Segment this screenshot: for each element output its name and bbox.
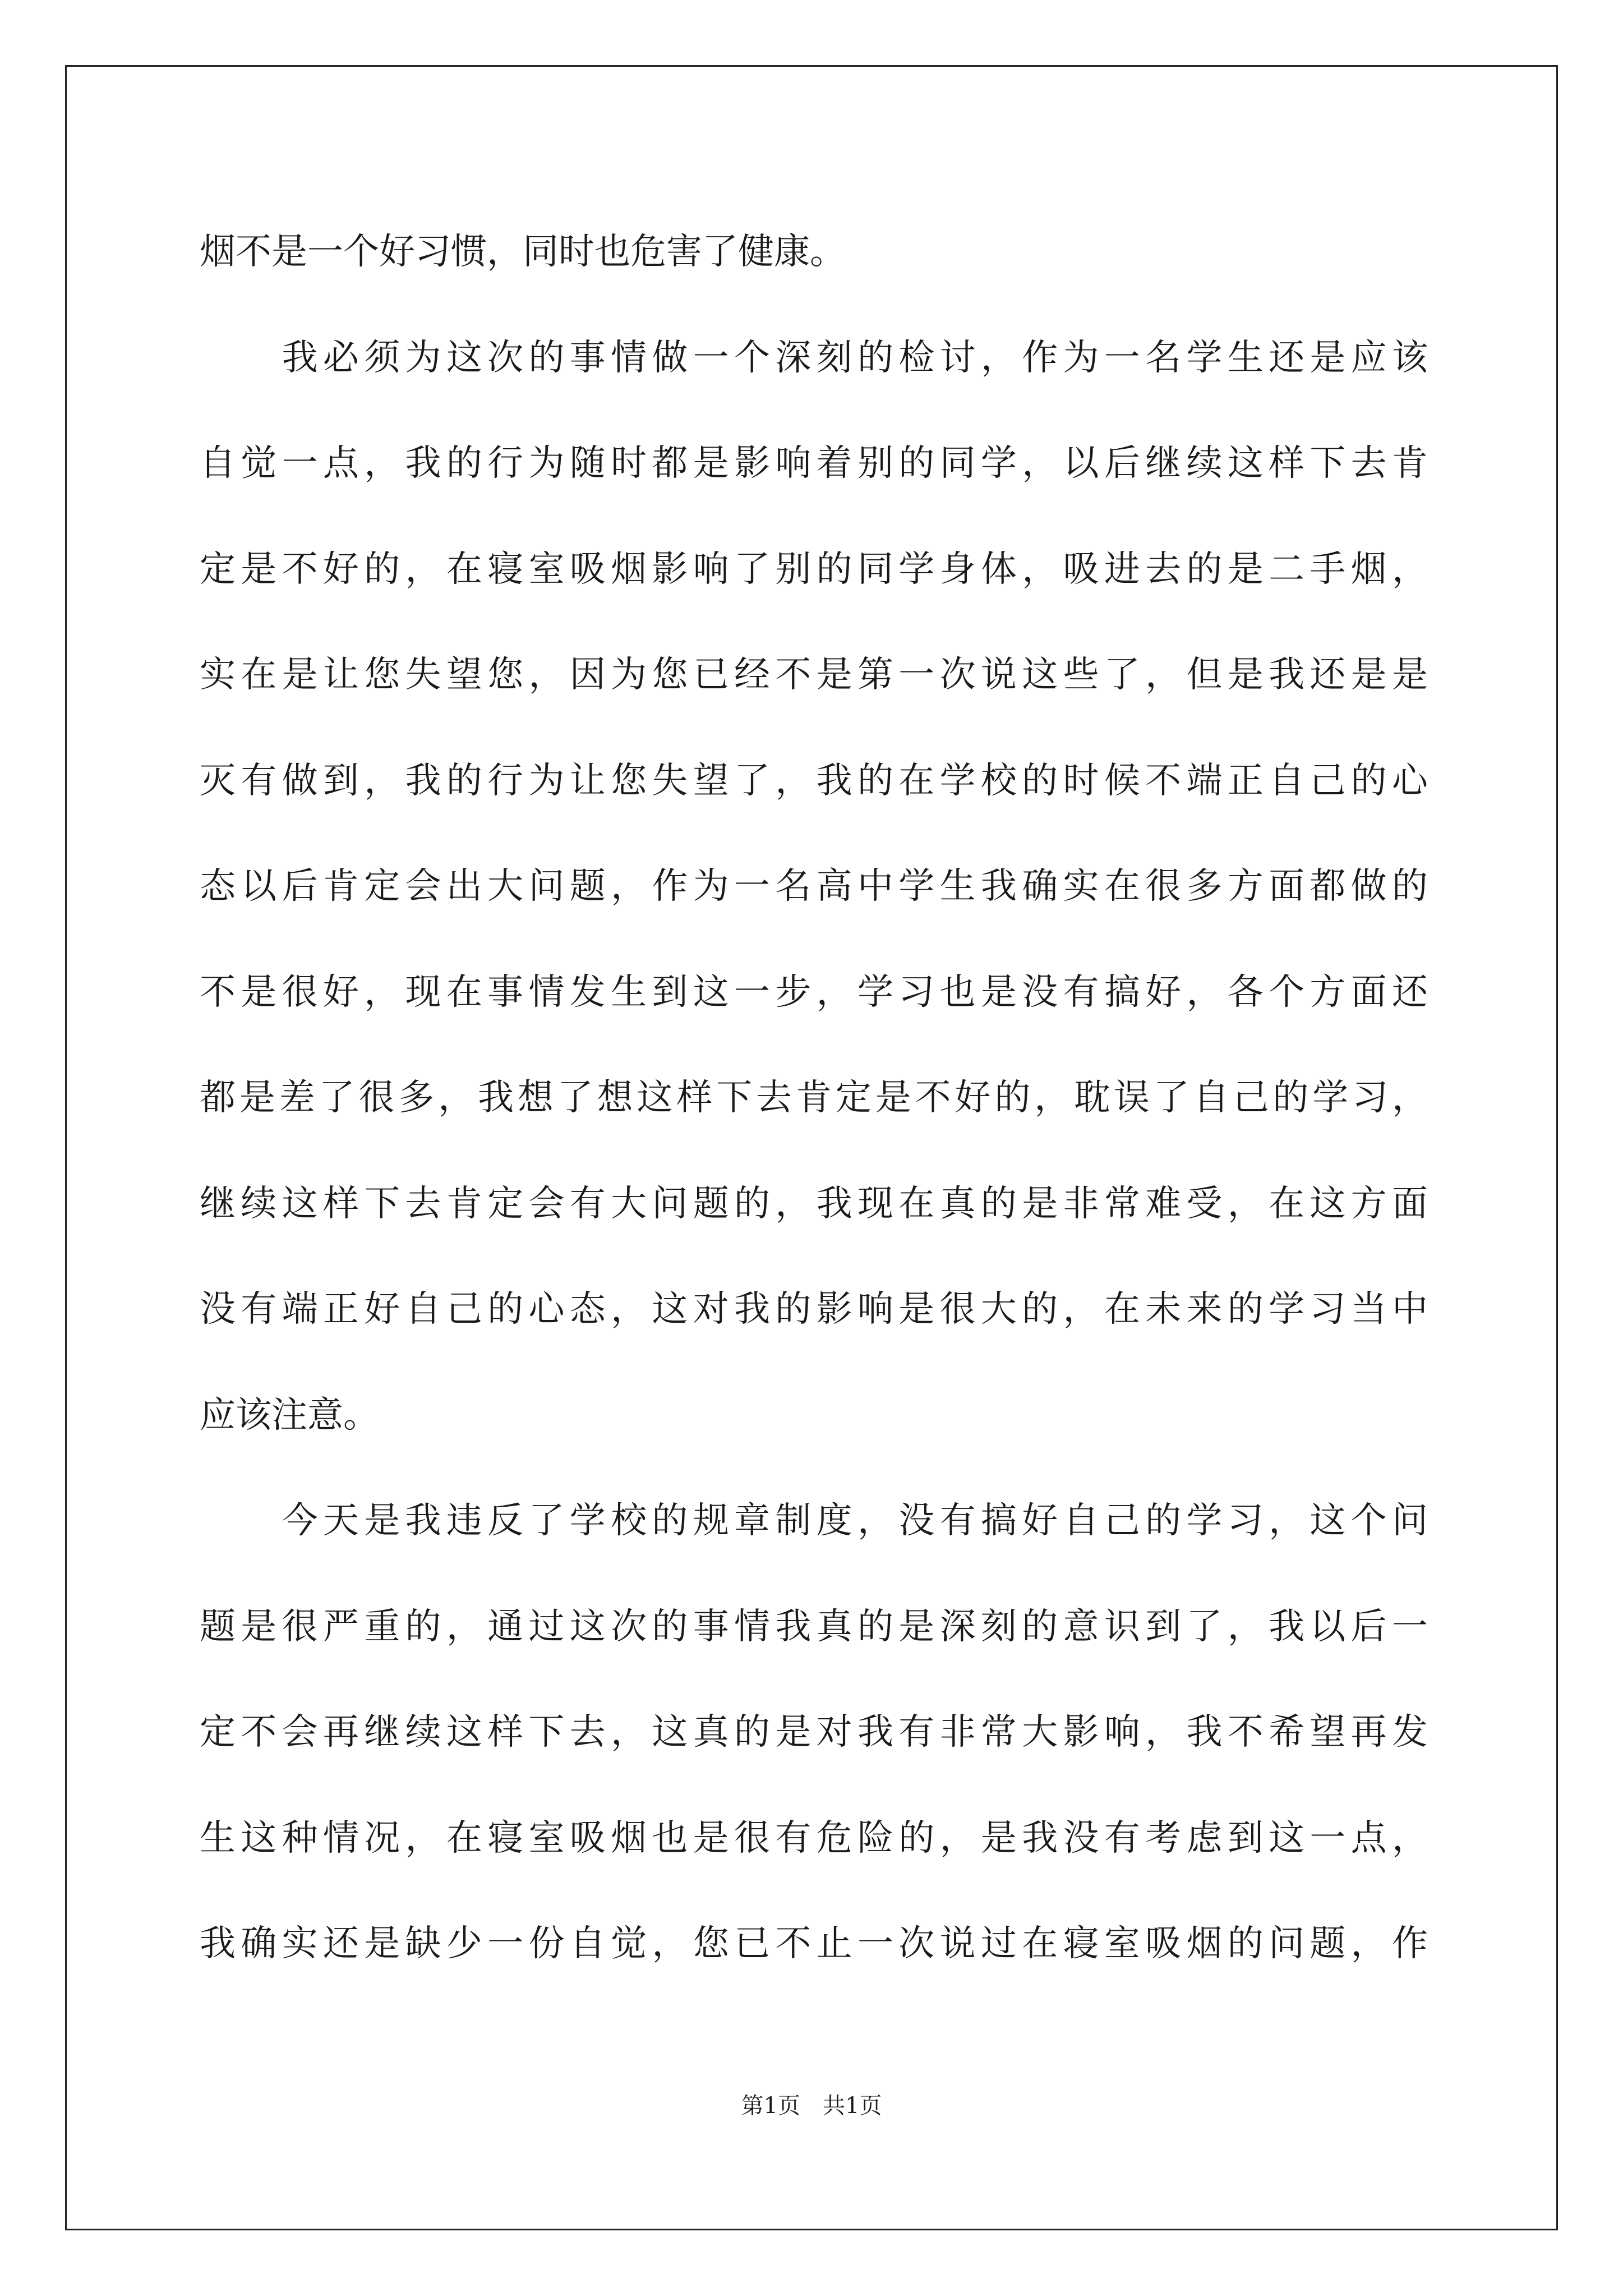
text-line: 灭有做到，我的行为让您失望了，我的在学校的时候不端正自己的心 [200, 760, 1428, 802]
page-footer [0, 2088, 1623, 2120]
text-line: 我必须为这次的事情做一个深刻的检讨，作为一名学生还是应该 [200, 337, 1428, 379]
text-line: 没有端正好自己的心态，这对我的影响是很大的，在未来的学习当中 [200, 1289, 1428, 1330]
text-line: 定是不好的，在寝室吸烟影响了别的同学身体，吸进去的是二手烟， [200, 548, 1428, 590]
text-line: 应该注意。 [200, 1394, 379, 1436]
text-line: 都是差了很多，我想了想这样下去肯定是不好的，耽误了自己的学习， [200, 1077, 1428, 1119]
text-line: 不是很好，现在事情发生到这一步，学习也是没有搞好，各个方面还 [200, 971, 1428, 1013]
page-number: 第1页 共1页 [741, 2093, 882, 2119]
text-line: 烟不是一个好习惯，同时也危害了健康。 [200, 231, 846, 273]
text-line: 定不会再继续这样下去，这真的是对我有非常大影响，我不希望再发 [200, 1711, 1428, 1753]
text-line: 实在是让您失望您，因为您已经不是第一次说这些了，但是我还是是 [200, 654, 1428, 696]
text-line: 态以后肯定会出大问题，作为一名高中学生我确实在很多方面都做的 [200, 866, 1428, 907]
text-line: 生这种情况，在寝室吸烟也是很有危险的，是我没有考虑到这一点， [200, 1817, 1428, 1859]
text-line: 继续这样下去肯定会有大问题的，我现在真的是非常难受，在这方面 [200, 1182, 1428, 1225]
body-text [200, 199, 1428, 1997]
text-line: 今天是我违反了学校的规章制度，没有搞好自己的学习，这个问 [200, 1500, 1428, 1542]
text-line: 我确实还是缺少一份自觉，您已不止一次说过在寝室吸烟的问题，作 [200, 1923, 1428, 1964]
text-line: 自觉一点，我的行为随时都是影响着别的同学，以后继续这样下去肯 [200, 443, 1428, 484]
text-line: 题是很严重的，通过这次的事情我真的是深刻的意识到了，我以后一 [200, 1605, 1428, 1648]
